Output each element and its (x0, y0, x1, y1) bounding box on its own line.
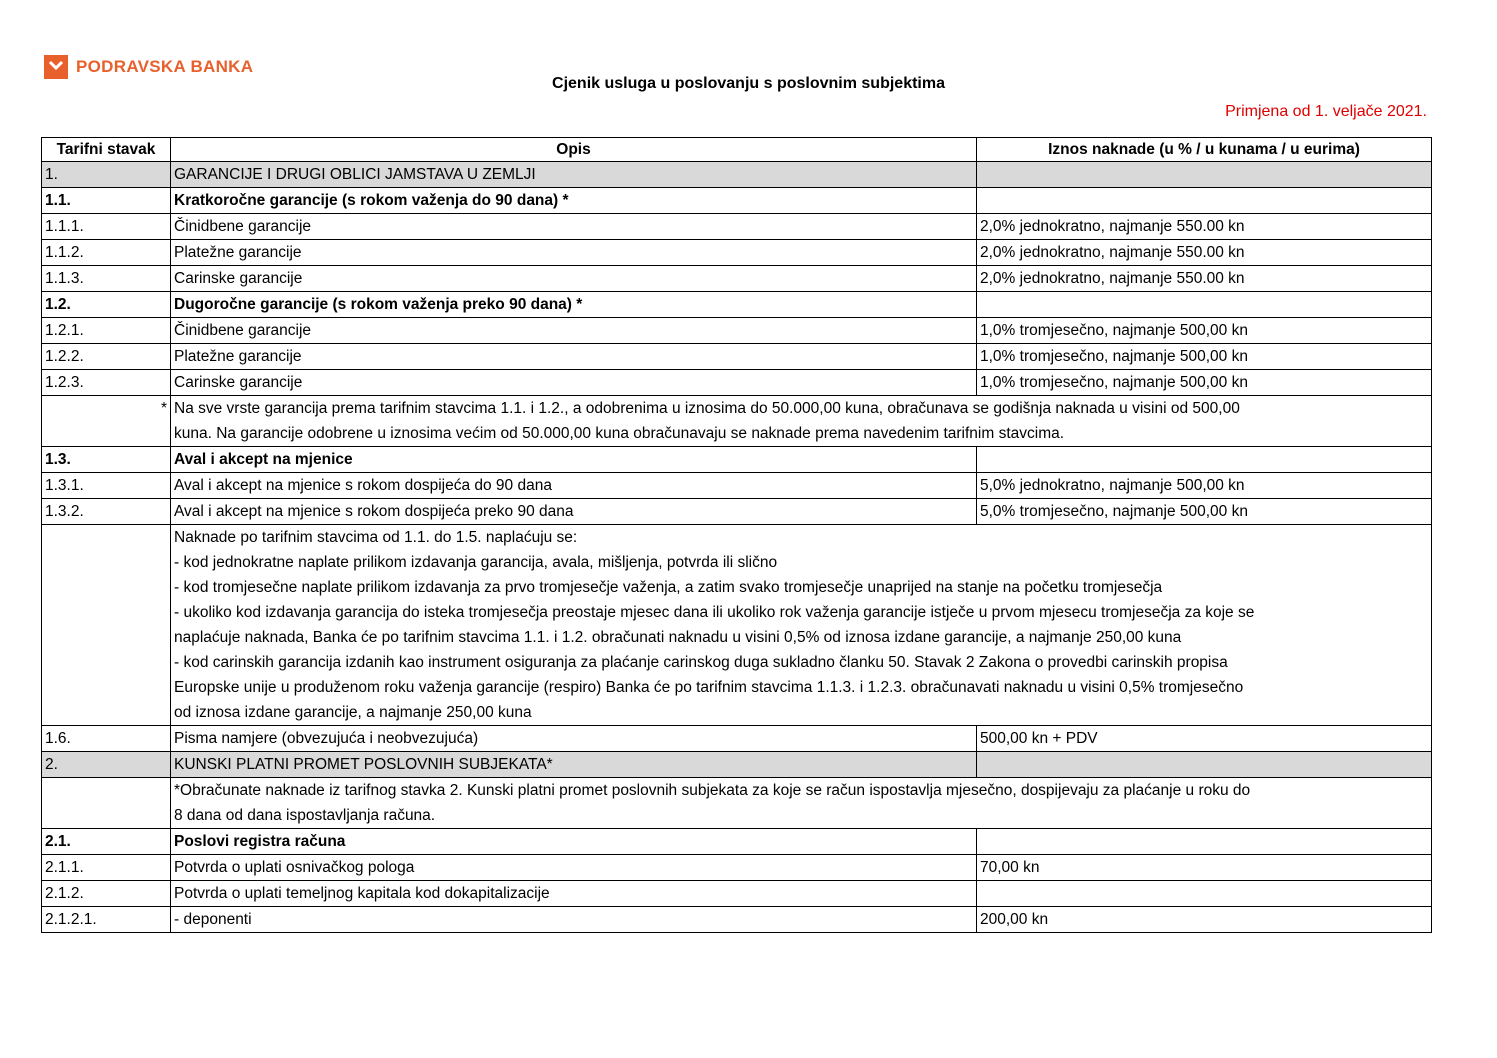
note-line: od iznosa izdane garancije, a najmanje 250,00 kuna (174, 704, 532, 721)
table-row (42, 266, 1432, 292)
tariff-fee: 1,0% tromjesečno, najmanje 500,00 kn (977, 318, 1432, 344)
notes-row (42, 525, 1432, 726)
document-title: Cjenik usluga u poslovanju s poslovnim subjektima (552, 75, 945, 92)
table-row (42, 907, 1432, 933)
note-line: - kod carinskih garancija izdanih kao instrument osiguranja za plaćanje carinskog duga sukladno članku 50. Stavak 2 Zakona o provedbi carinskih propisa (174, 654, 1228, 671)
tariff-code: 2.1.1. (42, 855, 171, 881)
bank-name: PODRAVSKA BANKA (76, 57, 254, 76)
tariff-description: Carinske garancije (171, 266, 977, 292)
tariff-fee: 2,0% jednokratno, najmanje 550.00 kn (977, 266, 1432, 292)
table-row (42, 726, 1432, 752)
note-line: Europske unije u produženom roku važenja garancije (respiro) Banka će po tarifnim stavcima 1.1.3. i 1.2.3. obračunavati naknadu u visini 0,5% tromjesečno (174, 679, 1244, 696)
tariff-description: Činidbene garancije (171, 318, 977, 344)
table-header-row (42, 138, 1432, 162)
table-row (42, 473, 1432, 499)
note-line: - ukoliko kod izdavanja garancija do isteka tromjesečja preostaje mjesec dana ili ukoliko rok važenja garancije istječe u prvom mjesecu tromjesečja za koje se (174, 604, 1255, 621)
note-line: - kod tromjesečne naplate prilikom izdavanja za prvo tromjesečje važenja, a zatim svako tromjesečje unaprijed na stanje na početku tromjesečja (174, 579, 1163, 596)
valid-from-date: Primjena od 1. veljače 2021. (1225, 103, 1427, 120)
tariff-code: 2.1. (42, 829, 171, 855)
tariff-code: 1.2.2. (42, 344, 171, 370)
table-row (42, 855, 1432, 881)
tariff-fee (977, 829, 1432, 855)
fee-collection-notes (171, 525, 1432, 726)
tariff-code: 1.3.1. (42, 473, 171, 499)
subsection-row (42, 829, 1432, 855)
tariff-code: 1.3. (42, 447, 171, 473)
tariff-description: Potvrda o uplati osnivačkog pologa (171, 855, 977, 881)
tariff-fee (977, 188, 1432, 214)
footnote-text (171, 396, 1432, 447)
header-tariff-item: Tarifni stavak (42, 138, 171, 162)
note-line: *Obračunate naknade iz tarifnog stavka 2. Kunski platni promet poslovnih subjekata za koje se račun ispostavlja mjesečno, dospijevaju za plaćanje u roku do (174, 782, 1251, 799)
table-row (42, 370, 1432, 396)
note-line: Naknade po tarifnim stavcima od 1.1. do 1.5. naplaćuju se: (174, 529, 578, 546)
footnote-row (42, 396, 1432, 447)
tariff-code: 1.1. (42, 188, 171, 214)
tariff-code: 2. (42, 752, 171, 778)
tariff-code: 1.3.2. (42, 499, 171, 525)
footnote-marker: * (42, 396, 171, 447)
table-row (42, 344, 1432, 370)
tariff-description: Kratkoročne garancije (s rokom važenja do 90 dana) * (171, 188, 977, 214)
tariff-fee (977, 447, 1432, 473)
empty-code-cell (42, 525, 171, 726)
tariff-description: Aval i akcept na mjenice (171, 447, 977, 473)
tariff-description: - deponenti (171, 907, 977, 933)
tariff-description: Platežne garancije (171, 240, 977, 266)
section-row (42, 162, 1432, 188)
footnote-line: Na sve vrste garancija prema tarifnim stavcima 1.1. i 1.2., a odobrenima u iznosima do 50.000,00 kuna, obračunava se godišnja naknada u visini od 500,00 (174, 400, 1240, 417)
tariff-fee: 5,0% tromjesečno, najmanje 500,00 kn (977, 499, 1432, 525)
tariff-description: KUNSKI PLATNI PROMET POSLOVNIH SUBJEKATA* (171, 752, 977, 778)
header-description: Opis (171, 138, 977, 162)
tariff-code: 1.2. (42, 292, 171, 318)
tariff-fee: 2,0% jednokratno, najmanje 550.00 kn (977, 240, 1432, 266)
subsection-row (42, 188, 1432, 214)
tariff-code: 1.2.1. (42, 318, 171, 344)
tariff-description: Dugoročne garancije (s rokom važenja preko 90 dana) * (171, 292, 977, 318)
empty-code-cell (42, 778, 171, 829)
tariff-description: Činidbene garancije (171, 214, 977, 240)
tariff-code: 2.1.2. (42, 881, 171, 907)
tariff-fee: 70,00 kn (977, 855, 1432, 881)
note-line: 8 dana od dana ispostavljanja računa. (174, 807, 436, 824)
tariff-code: 1. (42, 162, 171, 188)
tariff-fee: 1,0% tromjesečno, najmanje 500,00 kn (977, 344, 1432, 370)
tariff-description: Aval i akcept na mjenice s rokom dospijeća do 90 dana (171, 473, 977, 499)
section-note (171, 778, 1432, 829)
tariff-fee: 1,0% tromjesečno, najmanje 500,00 kn (977, 370, 1432, 396)
tariff-description: Carinske garancije (171, 370, 977, 396)
tariff-code: 2.1.2.1. (42, 907, 171, 933)
tariff-description: Pisma namjere (obvezujuća i neobvezujuća) (171, 726, 977, 752)
table-row (42, 318, 1432, 344)
table-row (42, 214, 1432, 240)
note-line: naplaćuje naknada, Banka će po tarifnim stavcima 1.1. i 1.2. obračunati naknadu u visini 0,5% od iznosa izdane garancije, a najmanje 250,00 kuna (174, 629, 1182, 646)
header-fee-amount: Iznos naknade (u % / u kunama / u eurima) (977, 138, 1432, 162)
table-row (42, 881, 1432, 907)
tariff-fee: 200,00 kn (977, 907, 1432, 933)
tariff-fee: 500,00 kn + PDV (977, 726, 1432, 752)
subsection-row (42, 447, 1432, 473)
tariff-fee (977, 752, 1432, 778)
section-row (42, 752, 1432, 778)
table-row (42, 499, 1432, 525)
table-row (42, 240, 1432, 266)
tariff-description: GARANCIJE I DRUGI OBLICI JAMSTAVA U ZEMLJI (171, 162, 977, 188)
footnote-row (42, 778, 1432, 829)
fee-table (41, 137, 1432, 933)
note-line: - kod jednokratne naplate prilikom izdavanja garancija, avala, mišljenja, potvrda ili slično (174, 554, 778, 571)
subsection-row (42, 292, 1432, 318)
footnote-line: kuna. Na garancije odobrene u iznosima većim od 50.000,00 kuna obračunavaju se naknade prema navedenim tarifnim stavcima. (174, 425, 1065, 442)
tariff-code: 1.1.2. (42, 240, 171, 266)
tariff-description: Aval i akcept na mjenice s rokom dospijeća preko 90 dana (171, 499, 977, 525)
tariff-fee: 2,0% jednokratno, najmanje 550.00 kn (977, 214, 1432, 240)
tariff-description: Potvrda o uplati temeljnog kapitala kod dokapitalizacije (171, 881, 977, 907)
tariff-fee (977, 162, 1432, 188)
tariff-code: 1.6. (42, 726, 171, 752)
tariff-code: 1.1.3. (42, 266, 171, 292)
tariff-code: 1.2.3. (42, 370, 171, 396)
tariff-description: Poslovi registra računa (171, 829, 977, 855)
tariff-fee (977, 881, 1432, 907)
tariff-fee: 5,0% jednokratno, najmanje 500,00 kn (977, 473, 1432, 499)
tariff-description: Platežne garancije (171, 344, 977, 370)
tariff-fee (977, 292, 1432, 318)
tariff-code: 1.1.1. (42, 214, 171, 240)
